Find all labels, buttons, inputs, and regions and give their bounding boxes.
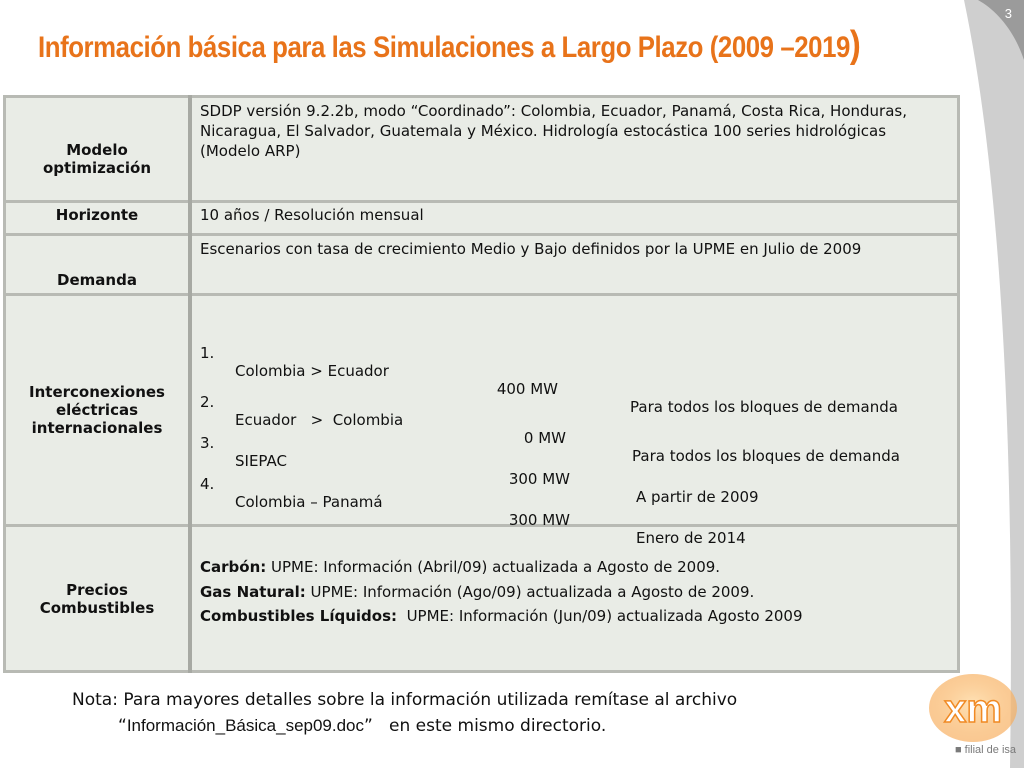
table-row-model [5, 97, 959, 202]
title-close-paren: ) [849, 24, 861, 66]
demand-text: Escenarios con tasa de crecimiento Medio y Bajo definidos por la UPME en Julio de 2009 [190, 235, 959, 295]
item-capacity: 300 MW [508, 511, 570, 529]
footnote-line1: Nota: Para mayores detalles sobre la información utilizada remítase al archivo [72, 690, 738, 710]
item-description: A partir de 2009 [636, 488, 759, 506]
item-number: 4. [200, 475, 215, 493]
page-number: 3 [1004, 6, 1012, 21]
item-route: Colombia > Ecuador [235, 362, 389, 380]
demand-label: Demanda [5, 235, 191, 295]
item-route: Ecuador > Colombia [235, 411, 404, 429]
footnote [72, 688, 737, 739]
list-item [200, 457, 949, 565]
slide-title [38, 24, 860, 67]
item-description: Enero de 2014 [636, 529, 746, 547]
file-reference: Información_Básica_sep09.doc [126, 716, 365, 735]
item-route: SIEPAC [235, 452, 287, 470]
table-row-horizon [5, 202, 959, 235]
logo-tagline-text: filial de isa [964, 744, 1016, 756]
fuel-info: UPME: Información (Jun/09) actualizada Agosto 2009 [397, 607, 803, 625]
fuel-info: UPME: Información (Abril/09) actualizada a Agosto de 2009. [266, 558, 721, 576]
file-open-quote: “ [118, 716, 127, 736]
list-item [200, 604, 949, 629]
table-row-interconnections [5, 295, 959, 526]
svg-text:xm: xm [944, 687, 1002, 731]
logo-tagline: ■ filial de isa [954, 744, 1016, 756]
model-text: SDDP versión 9.2.2b, modo “Coordinado”: Colombia, Ecuador, Panamá, Costa Rica, Honduras, Nicaragua, El Salvador, Guatemala y México. Hidrología estocástica 100 series hidrológicas (Modelo ARP) [190, 97, 959, 202]
info-table [3, 95, 960, 673]
item-number: 1. [200, 344, 215, 362]
fuel-info: UPME: Información (Ago/09) actualizada a Agosto de 2009. [305, 582, 755, 601]
interconnections-cell [190, 295, 959, 547]
fuel-prices-label: Precios Combustibles [5, 526, 191, 672]
model-label: Modelo optimización [5, 97, 191, 202]
fuel-name: Combustibles Líquidos: [200, 607, 398, 625]
horizon-label: Horizonte [5, 202, 191, 235]
item-number: 3. [200, 434, 215, 452]
item-description: Para todos los bloques de demanda [632, 447, 900, 465]
table-row-demand [5, 235, 959, 295]
horizon-text: 10 años / Resolución mensual [190, 202, 959, 235]
interconnections-list [200, 299, 949, 547]
item-capacity: 300 MW [508, 470, 570, 488]
footnote-rest: en este mismo directorio. [372, 716, 607, 736]
item-number: 2. [200, 393, 215, 411]
title-text: Información básica para las Simulaciones a Largo Plazo (2009 –2019 [38, 31, 850, 64]
item-description: Para todos los bloques de demanda [630, 398, 898, 416]
file-close-quote: ” [364, 716, 373, 736]
interconnections-label: Interconexiones eléctricas internacionales [5, 295, 191, 526]
item-capacity: 0 MW [523, 429, 566, 447]
item-capacity: 400 MW [496, 380, 558, 398]
item-route: Colombia – Panamá [235, 493, 383, 511]
footnote-line2 [72, 713, 737, 739]
xm-logo-icon [928, 670, 1018, 750]
fuel-name: Gas Natural: [200, 582, 306, 601]
list-item [200, 580, 949, 605]
fuel-name: Carbón: [200, 558, 267, 576]
